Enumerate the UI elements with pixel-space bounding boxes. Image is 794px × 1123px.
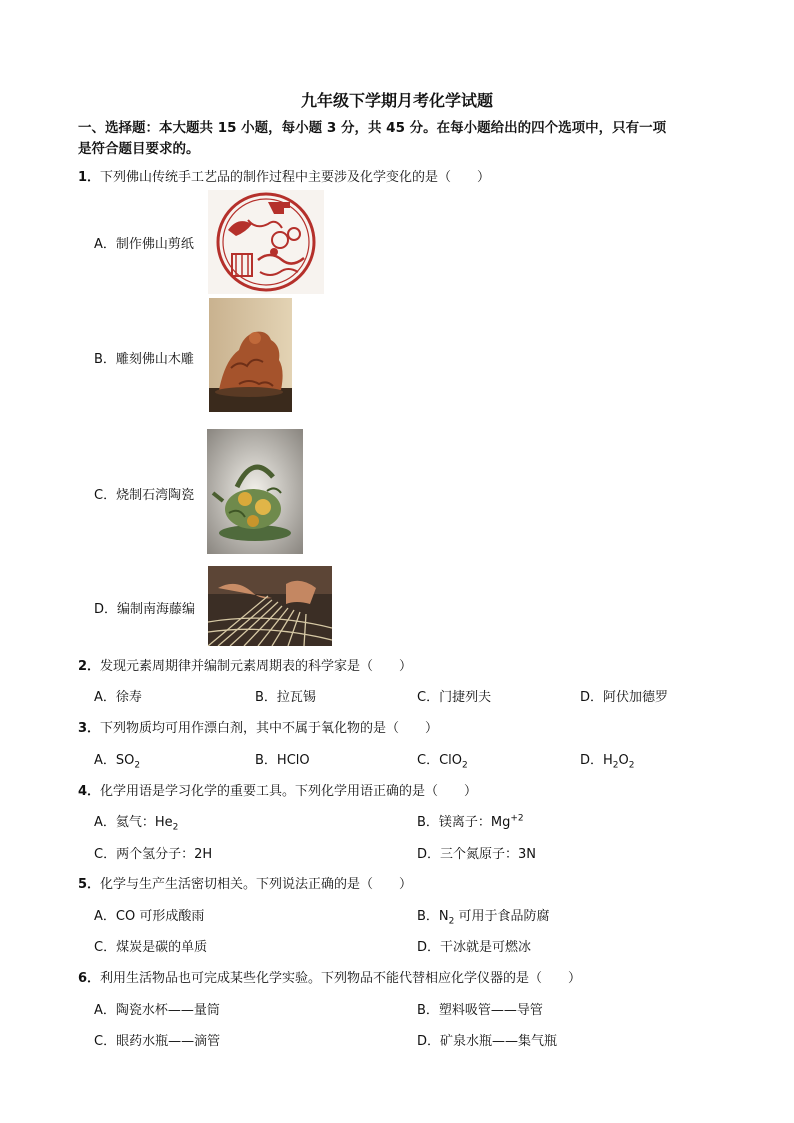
q5-option-c: C．煤炭是碳的单质 — [94, 940, 208, 955]
q6-option-b: B．塑料吸管——导管 — [417, 1003, 543, 1018]
question-stem: 下列物质均可用作漂白剂，其中不属于氧化物的是（ ） — [100, 721, 439, 736]
question-number: 3． — [78, 721, 101, 736]
q4-option-d: D．三个氮原子：3N — [417, 847, 537, 862]
question-number: 2． — [78, 659, 101, 674]
q4-option-c: C．两个氢分子：2H — [94, 847, 213, 862]
q5-option-d: D．干冰就是可燃冰 — [417, 940, 532, 955]
q1-option-d: D．编制南海藤编 — [94, 602, 196, 617]
q5-option-b: B．$N_2$ 可用于食品防腐 — [417, 909, 550, 927]
question-stem: 发现元素周期律并编制元素周期表的科学家是（ ） — [100, 659, 413, 674]
q6-option-a: A．陶瓷水杯——量筒 — [94, 1003, 220, 1018]
q3-option-b: B．HClO — [255, 753, 310, 768]
q5-option-a: A．CO 可形成酸雨 — [94, 909, 205, 924]
section-heading-line2: 是符合题目要求的。 — [78, 141, 200, 157]
question-number: 1． — [78, 170, 101, 185]
q2-option-a: A．徐寿 — [94, 690, 142, 705]
q3-option-a: A．$SO_2$ — [94, 753, 141, 771]
page-title: 九年级下学期月考化学试题 — [300, 91, 493, 110]
paper-cutting-image — [208, 190, 324, 294]
question-3 — [78, 717, 438, 736]
q3-option-d: D．$H_2O_2$ — [580, 753, 635, 771]
ceramic-teapot-image — [207, 429, 303, 554]
q1-option-b: B．雕刻佛山木雕 — [94, 352, 194, 367]
question-stem: 下列佛山传统手工艺品的制作过程中主要涉及化学变化的是（ ） — [100, 170, 491, 185]
question-6 — [78, 967, 581, 986]
q1-option-a: A．制作佛山剪纸 — [94, 237, 194, 252]
q2-option-c: C．门捷列夫 — [417, 690, 492, 705]
q2-option-b: B．拉瓦锡 — [255, 690, 316, 705]
question-stem: 化学与生产生活密切相关。下列说法正确的是（ ） — [100, 877, 413, 892]
rattan-weaving-image — [208, 566, 332, 646]
question-number: 6． — [78, 971, 101, 986]
question-1 — [78, 166, 490, 185]
question-4 — [78, 780, 477, 799]
section-heading-line1: 一、选择题：本大题共 15 小题，每小题 3 分，共 45 分。在每小题给出的四个选项中，只有一项 — [78, 120, 667, 136]
wood-carving-image — [209, 298, 292, 412]
question-number: 4． — [78, 784, 101, 799]
q1-option-c: C．烧制石湾陶瓷 — [94, 488, 195, 503]
q6-option-c: C．眼药水瓶——滴管 — [94, 1034, 221, 1049]
q3-option-c: C．ClO$_2$ — [417, 753, 468, 771]
q4-option-b: B．镁离子：$Mg^{+2}$ — [417, 813, 524, 830]
question-5 — [78, 873, 412, 892]
q2-option-d: D．阿伏加德罗 — [580, 690, 669, 705]
question-stem: 利用生活物品也可完成某些化学实验。下列物品不能代替相应化学仪器的是（ ） — [100, 971, 582, 986]
q4-option-a: A．氦气：$He_2$ — [94, 815, 179, 833]
question-2 — [78, 655, 412, 674]
section-heading — [78, 118, 758, 160]
q6-option-d: D．矿泉水瓶——集气瓶 — [417, 1034, 558, 1049]
question-stem: 化学用语是学习化学的重要工具。下列化学用语正确的是（ ） — [100, 784, 478, 799]
question-number: 5． — [78, 877, 101, 892]
